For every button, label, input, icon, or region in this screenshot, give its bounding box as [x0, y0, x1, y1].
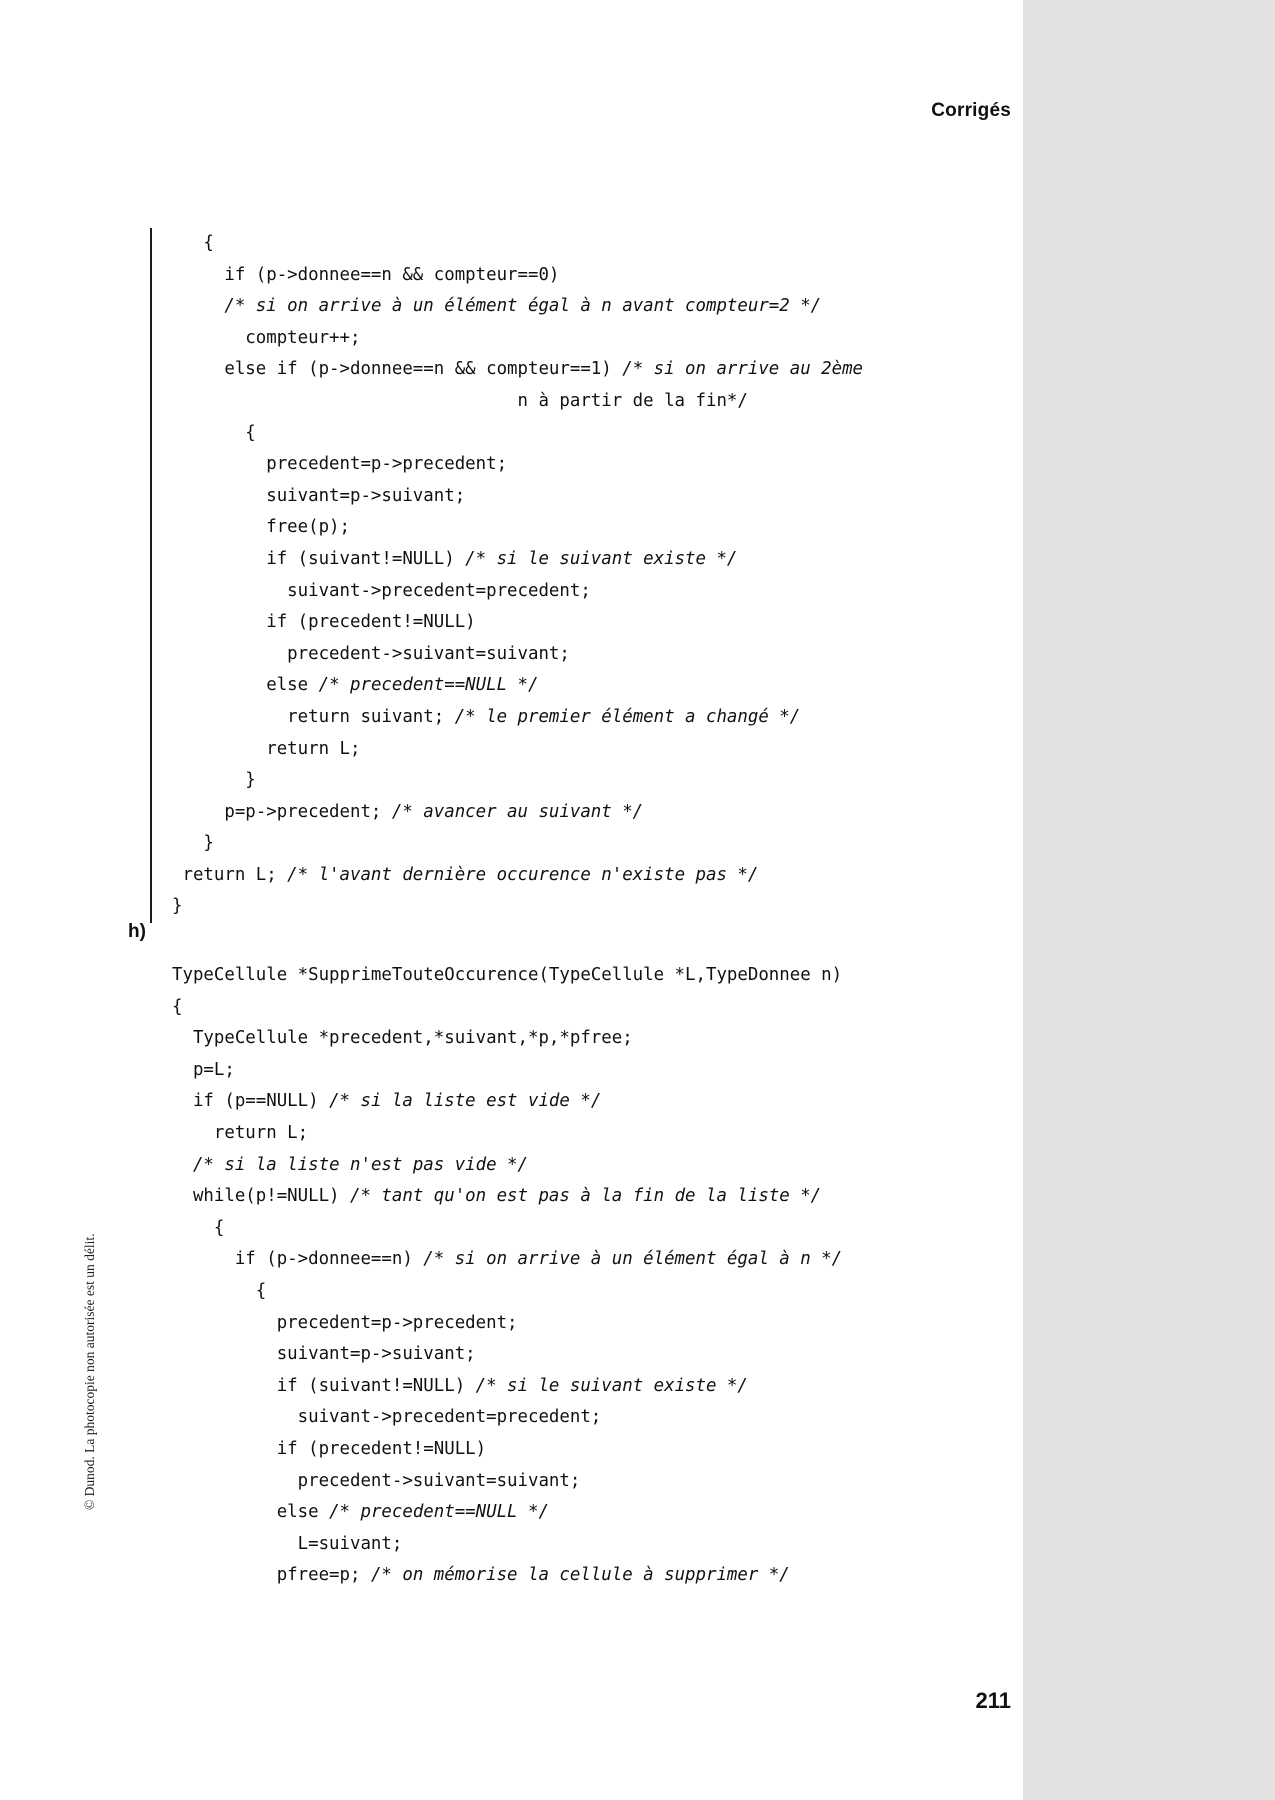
code-line: {: [172, 422, 256, 443]
code-line: }: [172, 770, 256, 791]
code-line: while(p!=NULL) /* tant qu'on est pas à la fin de la liste */: [172, 1186, 822, 1207]
code-line: suivant=p->suivant;: [172, 1344, 476, 1365]
code-line: TypeCellule *SupprimeTouteOccurence(TypeCellule *L,TypeDonnee n): [172, 965, 843, 985]
page-header: Corrigés: [931, 100, 1011, 121]
code-line: suivant->precedent=precedent;: [172, 1407, 602, 1428]
code-comment: /* precedent==NULL */: [329, 1502, 549, 1523]
code-line: return L;: [172, 738, 361, 759]
copyright-notice: © Dunod. La photocopie non autorisée est un délit.: [82, 1233, 97, 1510]
code-line: n à partir de la fin*/: [172, 390, 748, 411]
code-line: return suivant; /* le premier élément a changé */: [172, 706, 801, 727]
code-line: L=suivant;: [172, 1533, 403, 1554]
code-line: compteur++;: [172, 327, 361, 348]
code-line: precedent=p->precedent;: [172, 454, 508, 475]
code-line: if (p==NULL) /* si la liste est vide */: [172, 1091, 602, 1112]
code-line: }: [172, 896, 183, 917]
code-line: else /* precedent==NULL */: [172, 675, 539, 696]
right-margin-band: [1023, 0, 1275, 1800]
code-comment: /* precedent==NULL */: [318, 675, 539, 696]
code-comment: /* on mémorise la cellule à supprimer */: [370, 1565, 790, 1586]
code-line: {: [172, 996, 183, 1017]
code-line: suivant=p->suivant;: [172, 485, 466, 506]
code-line: if (precedent!=NULL): [172, 612, 476, 633]
code-line: if (suivant!=NULL) /* si le suivant existe */: [172, 548, 738, 569]
code-line: precedent->suivant=suivant;: [172, 1470, 581, 1491]
code-line: suivant->precedent=precedent;: [172, 580, 591, 601]
code-comment: /* tant qu'on est pas à la fin de la liste */: [350, 1186, 822, 1207]
code-line: [172, 291, 863, 323]
code-line: {: [172, 1217, 225, 1238]
code-comment: /* si on arrive au 2ème: [622, 359, 864, 380]
section-label-h: h): [128, 921, 146, 942]
code-block-exercise-h: [172, 960, 842, 1592]
code-line: return L; /* l'avant dernière occurence n'existe pas */: [172, 864, 759, 885]
code-comment: /* le premier élément a changé */: [454, 706, 801, 727]
code-line: precedent=p->precedent;: [172, 1312, 518, 1333]
code-comment: /* si on arrive à un élément égal à n */: [423, 1249, 843, 1270]
code-comment: /* si le suivant existe */: [475, 1375, 748, 1396]
code-line: precedent->suivant=suivant;: [172, 643, 570, 664]
code-line: TypeCellule *precedent,*suivant,*p,*pfree;: [172, 1028, 633, 1049]
code-line: return L;: [172, 1122, 309, 1143]
page-number: 211: [975, 1688, 1011, 1713]
code-block-exercise-g: [150, 228, 863, 923]
code-line: {: [172, 1280, 267, 1301]
code-line: }: [172, 833, 214, 854]
code-line: pfree=p; /* on mémorise la cellule à supprimer */: [172, 1565, 790, 1586]
code-comment: /* si le suivant existe */: [465, 548, 738, 569]
code-line: if (p->donnee==n && compteur==0): [172, 264, 560, 285]
code-line: p=L;: [172, 1059, 235, 1080]
code-line: else if (p->donnee==n && compteur==1) /* si on arrive au 2ème: [172, 359, 864, 380]
code-line: if (suivant!=NULL) /* si le suivant existe */: [172, 1375, 748, 1396]
code-line: else /* precedent==NULL */: [172, 1502, 549, 1523]
code-line: [172, 1150, 842, 1182]
code-comment: /* l'avant dernière occurence n'existe pas */: [287, 864, 759, 885]
code-comment: /* si la liste n'est pas vide */: [192, 1154, 528, 1175]
code-line: p=p->precedent; /* avancer au suivant */: [172, 801, 644, 822]
code-line: free(p);: [172, 517, 350, 538]
code-line: {: [172, 233, 214, 253]
code-comment: /* si on arrive à un élément égal à n avant compteur=2 */: [224, 296, 822, 317]
code-line: if (p->donnee==n) /* si on arrive à un élément égal à n */: [172, 1249, 843, 1270]
code-line: if (precedent!=NULL): [172, 1438, 487, 1459]
code-comment: /* si la liste est vide */: [329, 1091, 602, 1112]
code-comment: /* avancer au suivant */: [391, 801, 644, 822]
